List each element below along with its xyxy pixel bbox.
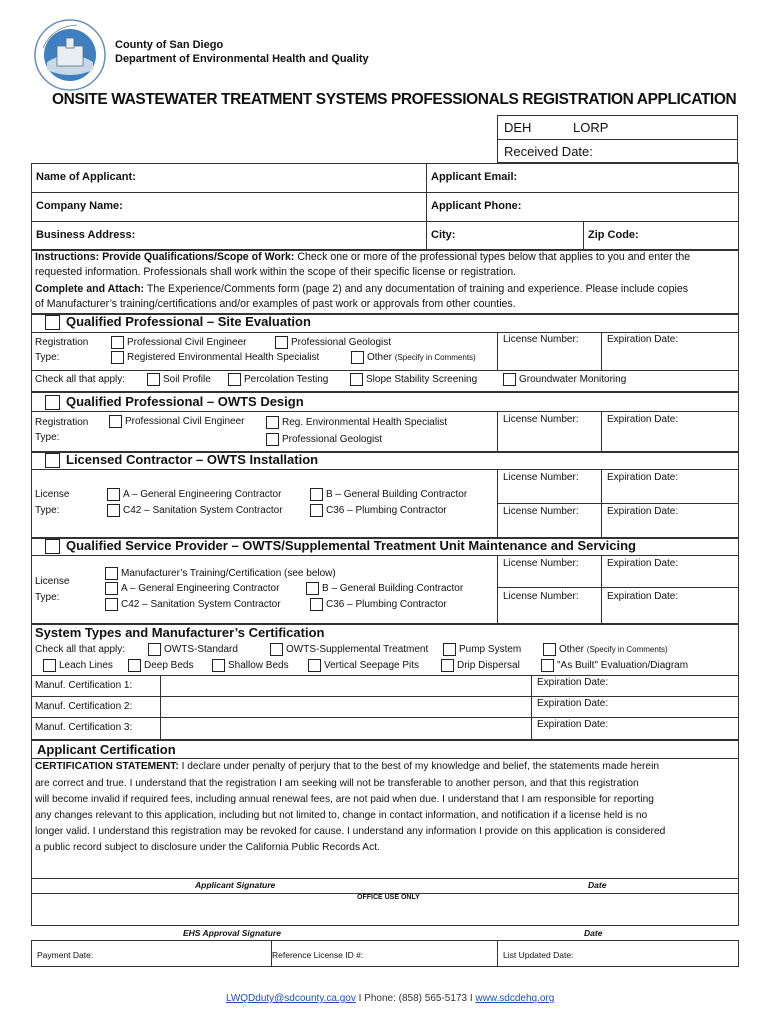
certification-line-1: CERTIFICATION STATEMENT: I declare under penalty of perjury that to the best of my knowledge and belief, the statements made herein: [35, 761, 659, 772]
checkbox[interactable]: [275, 336, 288, 349]
qp-owts-pg[interactable]: Professional Geologist: [266, 433, 382, 446]
footer-phone: I Phone: (858) 565-5173 I: [358, 993, 473, 1004]
pump-system-option[interactable]: Pump System: [443, 643, 521, 656]
checkbox[interactable]: [105, 582, 118, 595]
checkbox[interactable]: [308, 659, 321, 672]
checkbox[interactable]: [351, 351, 364, 364]
applicant-date-label[interactable]: Date: [588, 880, 607, 890]
lc-c42-option[interactable]: C42 – Sanitation System Contractor: [107, 504, 283, 517]
owts-supplemental-option[interactable]: OWTS-Supplemental Treatment: [270, 643, 428, 656]
footer-email-link[interactable]: LWQDduty@sdcounty.ca.gov: [226, 993, 356, 1004]
systems-section: [31, 624, 739, 740]
lc-b-option[interactable]: B – General Building Contractor: [310, 488, 467, 501]
name-of-applicant-field[interactable]: Name of Applicant:: [36, 171, 136, 183]
qp-owts-checkbox[interactable]: [45, 395, 60, 410]
ehs-date-label[interactable]: Date: [584, 928, 603, 938]
lc-type-label: Type:: [35, 505, 60, 516]
checkbox[interactable]: [541, 659, 554, 672]
vertical-seepage-pits-option[interactable]: Vertical Seepage Pits: [308, 659, 419, 672]
received-date-label: Received Date:: [504, 144, 593, 159]
checkbox[interactable]: [310, 598, 323, 611]
ehs-approval-signature-label[interactable]: EHS Approval Signature: [183, 928, 281, 938]
qp-site-registration-label: Registration: [35, 337, 89, 348]
qp-site-license-number[interactable]: License Number:: [503, 334, 579, 345]
shallow-beds-option[interactable]: Shallow Beds: [212, 659, 289, 672]
qsp-expiration-date-1[interactable]: Expiration Date:: [607, 558, 679, 569]
checkbox[interactable]: [306, 582, 319, 595]
qp-site-title[interactable]: Qualified Professional – Site Evaluation: [45, 314, 311, 330]
city-field[interactable]: City:: [431, 229, 456, 241]
department-name: Department of Environmental Health and Quality: [115, 53, 369, 65]
office-use-only-label: OFFICE USE ONLY: [357, 894, 420, 901]
lc-license-label: License: [35, 489, 70, 500]
manuf-expiration-3[interactable]: Expiration Date:: [537, 719, 609, 730]
zip-code-field[interactable]: Zip Code:: [588, 229, 639, 241]
qsp-c36-option[interactable]: C36 – Plumbing Contractor: [310, 598, 447, 611]
applicant-email-field[interactable]: Applicant Email:: [431, 171, 518, 183]
deep-beds-option[interactable]: Deep Beds: [128, 659, 193, 672]
instructions-line-4: of Manufacturer’s training/certifications and/or examples of past work or approvals from other counties.: [35, 298, 516, 310]
checkbox[interactable]: [228, 373, 241, 386]
groundwater-monitoring-option[interactable]: Groundwater Monitoring: [503, 373, 626, 386]
qsp-license-label: License: [35, 576, 70, 587]
checkbox[interactable]: [105, 598, 118, 611]
lc-title[interactable]: Licensed Contractor – OWTS Installation: [45, 452, 318, 468]
qsp-checkbox[interactable]: [45, 539, 60, 554]
manuf-expiration-1[interactable]: Expiration Date:: [537, 677, 609, 688]
applicant-phone-field[interactable]: Applicant Phone:: [431, 200, 522, 212]
reference-license-field[interactable]: Reference License ID #:: [272, 950, 364, 960]
checkbox[interactable]: [107, 488, 120, 501]
manuf-certification-3[interactable]: Manuf. Certification 3:: [35, 722, 133, 733]
checkbox[interactable]: [43, 659, 56, 672]
qp-owts-pce[interactable]: Professional Civil Engineer: [109, 415, 245, 428]
soil-profile-option[interactable]: Soil Profile: [147, 373, 211, 386]
qp-owts-rehs[interactable]: Reg. Environmental Health Specialist: [266, 416, 447, 429]
systems-title: System Types and Manufacturer’s Certification: [35, 625, 325, 640]
instructions-line-3: Complete and Attach: The Experience/Comments form (page 2) and any documentation of training and experience. Please include copies: [35, 283, 689, 295]
list-updated-date-field[interactable]: List Updated Date:: [503, 950, 574, 960]
manuf-expiration-2[interactable]: Expiration Date:: [537, 698, 609, 709]
certification-line-5: longer valid. I understand this registration may be revoked for cause. I understand any information I provide on this application is considered: [35, 826, 666, 837]
checkbox[interactable]: [543, 643, 556, 656]
county-name: County of San Diego: [115, 39, 224, 51]
qp-owts-type-label: Type:: [35, 432, 60, 443]
qsp-license-number-2[interactable]: License Number:: [503, 591, 579, 602]
qsp-a-option[interactable]: A – General Engineering Contractor: [105, 582, 279, 595]
systems-other-option[interactable]: Other (Specify in Comments): [543, 643, 668, 656]
checkbox[interactable]: [266, 433, 279, 446]
form-title: ONSITE WASTEWATER TREATMENT SYSTEMS PROFESSIONALS REGISTRATION APPLICATION: [52, 91, 737, 108]
qsp-manufacturer-option[interactable]: Manufacturer’s Training/Certification (see below): [105, 567, 336, 580]
certification-line-4: any changes relevant to this application, including but not limited to, change in contact information, and notification if a license held is no: [35, 810, 648, 821]
qp-site-other[interactable]: Other (Specify in Comments): [351, 351, 476, 364]
certification-title: Applicant Certification: [37, 742, 176, 757]
qp-site-type-label: Type:: [35, 352, 60, 363]
certification-line-6: a public record subject to disclosure under the California Public Records Act.: [35, 842, 380, 853]
county-seal: [33, 18, 107, 92]
checkbox[interactable]: [266, 416, 279, 429]
qsp-c42-option[interactable]: C42 – Sanitation System Contractor: [105, 598, 281, 611]
checkbox[interactable]: [111, 336, 124, 349]
slope-stability-option[interactable]: Slope Stability Screening: [350, 373, 477, 386]
qp-owts-registration-label: Registration: [35, 417, 89, 428]
checkbox[interactable]: [270, 643, 283, 656]
percolation-testing-option[interactable]: Percolation Testing: [228, 373, 328, 386]
qp-owts-title[interactable]: Qualified Professional – OWTS Design: [45, 394, 304, 410]
lc-license-number-1[interactable]: License Number:: [503, 472, 579, 483]
certification-line-3: will become invalid if required fees, including annual renewal fees, are not paid when due. I understand that I am responsible for reporting: [35, 794, 654, 805]
certification-line-2: are correct and true. I understand that the registration I am seeking will not be transferable to another person, and that this registration: [35, 778, 639, 789]
checkbox[interactable]: [310, 504, 323, 517]
qsp-title[interactable]: Qualified Service Provider – OWTS/Supplemental Treatment Unit Maintenance and Servicing: [45, 538, 636, 554]
qp-owts-expiration-date[interactable]: Expiration Date:: [607, 414, 679, 425]
qp-site-check-all-label: Check all that apply:: [35, 374, 126, 385]
lc-a-option[interactable]: A – General Engineering Contractor: [107, 488, 281, 501]
qp-owts-license-number[interactable]: License Number:: [503, 414, 579, 425]
applicant-signature-label[interactable]: Applicant Signature: [195, 880, 276, 890]
qp-site-expiration-date[interactable]: Expiration Date:: [607, 334, 679, 345]
checkbox[interactable]: [148, 643, 161, 656]
checkbox[interactable]: [350, 373, 363, 386]
company-name-field[interactable]: Company Name:: [36, 200, 123, 212]
office-use-row: [31, 940, 739, 967]
as-built-option[interactable]: "As Built" Evaluation/Diagram: [541, 659, 688, 672]
manuf-certification-1[interactable]: Manuf. Certification 1:: [35, 680, 133, 691]
checkbox[interactable]: [109, 415, 122, 428]
lc-c36-option[interactable]: C36 – Plumbing Contractor: [310, 504, 447, 517]
lc-license-number-2[interactable]: License Number:: [503, 506, 579, 517]
qsp-license-number-1[interactable]: License Number:: [503, 558, 579, 569]
lorp-label: LORP: [573, 120, 609, 135]
qp-site-checkbox[interactable]: [45, 315, 60, 330]
qp-site-rehs[interactable]: Registered Environmental Health Specialist: [111, 351, 319, 364]
checkbox[interactable]: [503, 373, 516, 386]
footer-website-link[interactable]: www.sdcdehq.org: [475, 993, 555, 1004]
checkbox[interactable]: [105, 567, 118, 580]
checkbox[interactable]: [443, 643, 456, 656]
instructions-line-1: Instructions: Provide Qualifications/Scope of Work: Check one or more of the professional types below that applies to you and enter the: [35, 251, 691, 263]
checkbox[interactable]: [147, 373, 160, 386]
checkbox[interactable]: [441, 659, 454, 672]
checkbox[interactable]: [310, 488, 323, 501]
checkbox[interactable]: [111, 351, 124, 364]
lc-expiration-date-2[interactable]: Expiration Date:: [607, 506, 679, 517]
manuf-certification-2[interactable]: Manuf. Certification 2:: [35, 701, 133, 712]
business-address-field[interactable]: Business Address:: [36, 229, 136, 241]
checkbox[interactable]: [107, 504, 120, 517]
payment-date-field[interactable]: Payment Date:: [37, 950, 94, 960]
lc-checkbox[interactable]: [45, 453, 60, 468]
instructions-line-2: requested information. Professionals shall work within the scope of their specific license or registration.: [35, 266, 517, 278]
qsp-b-option[interactable]: B – General Building Contractor: [306, 582, 463, 595]
qp-site-pg[interactable]: Professional Geologist: [275, 336, 391, 349]
drip-dispersal-option[interactable]: Drip Dispersal: [441, 659, 520, 672]
qsp-type-label: Type:: [35, 592, 60, 603]
qp-site-pce[interactable]: Professional Civil Engineer: [111, 336, 247, 349]
lc-expiration-date-1[interactable]: Expiration Date:: [607, 472, 679, 483]
systems-check-all-label: Check all that apply:: [35, 644, 126, 655]
checkbox[interactable]: [212, 659, 225, 672]
leach-lines-option[interactable]: Leach Lines: [43, 659, 113, 672]
qsp-expiration-date-2[interactable]: Expiration Date:: [607, 591, 679, 602]
footer-contact: [226, 993, 554, 1004]
deh-label: DEH: [504, 120, 532, 135]
owts-standard-option[interactable]: OWTS-Standard: [148, 643, 238, 656]
checkbox[interactable]: [128, 659, 141, 672]
